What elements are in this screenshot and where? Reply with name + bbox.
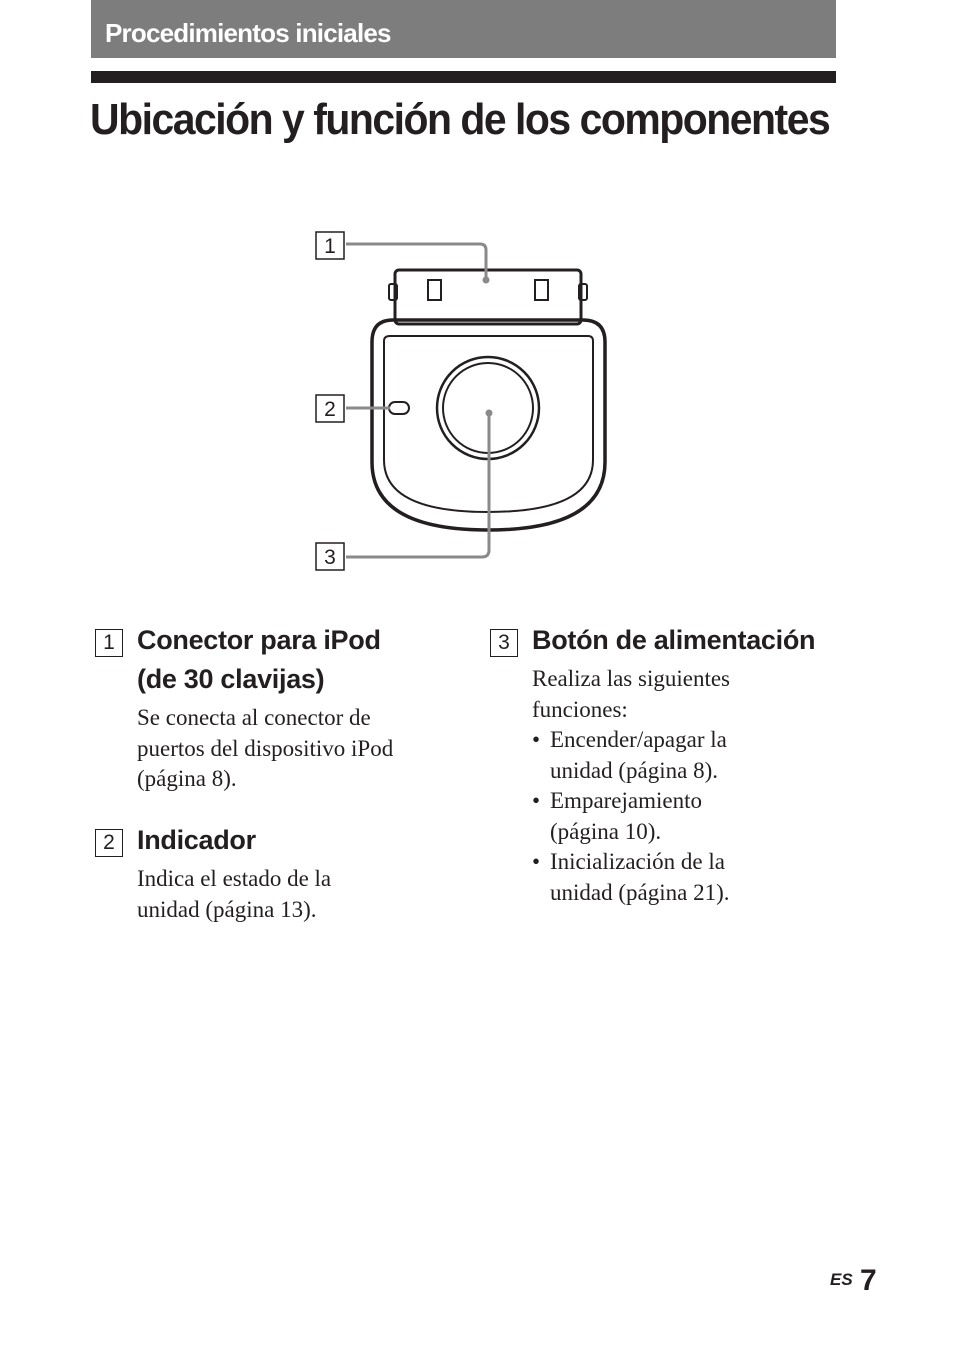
item-heading: Conector para iPod (de 30 clavijas): [137, 625, 381, 694]
language-code: ES: [830, 1270, 853, 1289]
item-heading: Botón de alimentación: [532, 625, 816, 655]
adapter-diagram: [300, 220, 620, 580]
function-list: [532, 725, 730, 908]
item-number: 3: [490, 629, 518, 657]
indicator-led: [389, 402, 409, 414]
callout-3: 3: [324, 546, 336, 569]
item-description: Se conecta al conector de puertos del dispositivo iPod (página 8).: [137, 705, 394, 791]
item-description: Indica el estado de la unidad (página 13).: [137, 866, 332, 922]
list-item: • Emparejamiento (página 10).: [532, 786, 730, 847]
page-number: 7: [860, 1264, 877, 1297]
page-title: Ubicación y función de los componentes: [90, 95, 830, 144]
item-number: 1: [95, 629, 123, 657]
callout-1: 1: [324, 235, 336, 258]
item-description: Realiza las siguientes funciones: • Encender/apagar la unidad (página 8). • Emparejamiento (página 10). • Inicialización de la unidad (página 21).: [532, 664, 730, 908]
callout-2: 2: [324, 398, 336, 421]
list-item: • Inicialización de la unidad (página 21).: [532, 847, 730, 908]
item-heading: Indicador: [137, 825, 256, 855]
section-header: Procedimientos iniciales: [91, 0, 836, 58]
header-rule: [91, 71, 836, 83]
list-item: • Encender/apagar la unidad (página 8).: [532, 725, 730, 786]
item-number: 2: [95, 829, 123, 857]
